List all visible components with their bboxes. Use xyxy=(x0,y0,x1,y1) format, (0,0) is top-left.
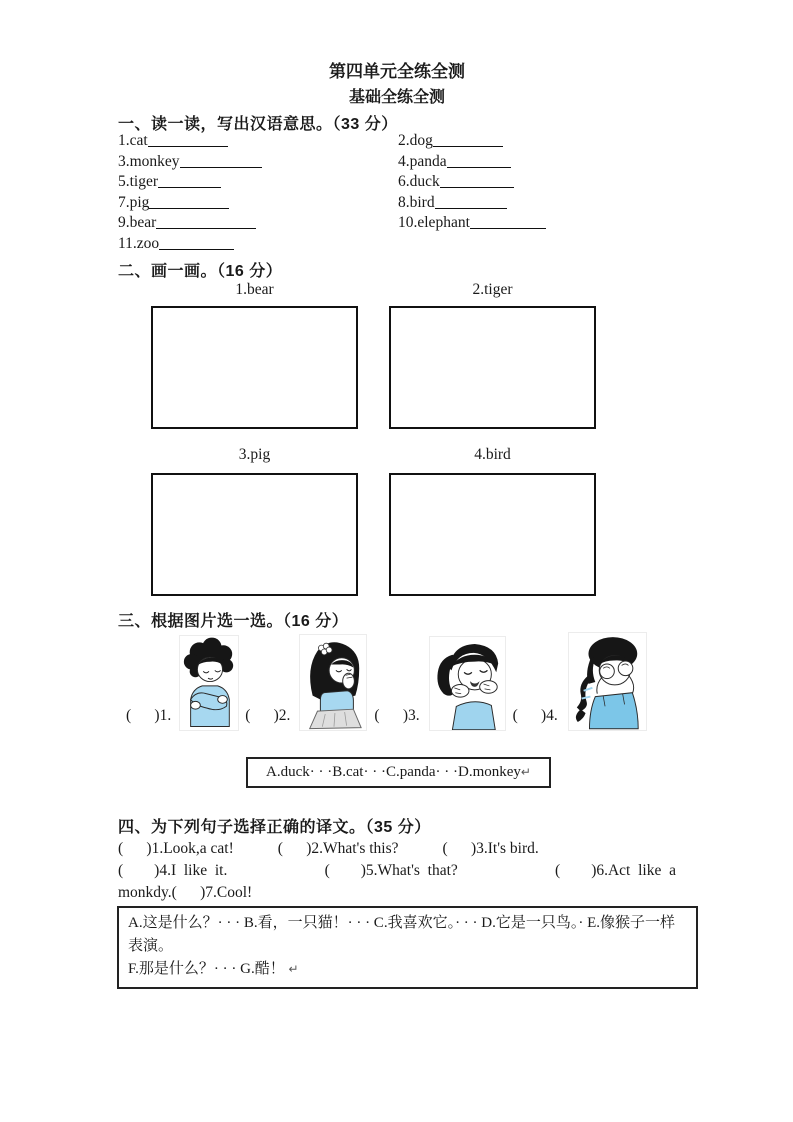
answer-blank[interactable] xyxy=(433,134,503,147)
vocab-word: 10.elephant xyxy=(398,214,470,232)
vocab-item-cat xyxy=(118,132,398,153)
translation-options-line1: A.这是什么？· · · B.看，一只猫！· · · C.我喜欢它。· · · D.它是一只鸟。· E.像猴子一样表演。 xyxy=(128,915,676,954)
vocab-word: 1.cat xyxy=(118,132,148,149)
girl-paw-licking-gesture-image xyxy=(299,634,367,731)
section3-options-text: A.duck· · ·B.cat· · ·C.panda· · ·D.monkey xyxy=(266,764,521,780)
section4-line3 xyxy=(118,882,676,903)
sentence-slot-3[interactable]: ( )3.It's bird. xyxy=(442,840,539,857)
vocab-word: 3.monkey xyxy=(118,152,180,170)
draw-label-pig: 3.pig xyxy=(238,446,271,463)
vocab-item-bird xyxy=(398,194,676,215)
drawing-box-pig[interactable] xyxy=(151,473,358,596)
section1-header: 一、读一读，写出汉语意思。（33 分） xyxy=(118,116,398,133)
answer-slot-3[interactable]: ( )3. xyxy=(374,707,420,724)
vocab-item-zoo xyxy=(118,235,398,256)
vocab-item-elephant xyxy=(398,214,676,235)
draw-label-bear: 1.bear xyxy=(235,281,274,298)
section1-vocab-list xyxy=(118,132,676,256)
vocab-item-duck xyxy=(398,173,676,194)
sentence-slot-4[interactable]: ( )4.I like it. xyxy=(118,862,228,879)
answer-blank[interactable] xyxy=(435,196,507,209)
sentence-slot-5[interactable]: ( )5.What's that? xyxy=(324,862,458,879)
answer-blank[interactable] xyxy=(156,216,256,229)
sentence-slot-2[interactable]: ( )2.What's this? xyxy=(277,840,399,857)
section3-options-box xyxy=(246,757,551,788)
answer-slot-2[interactable]: ( )2. xyxy=(245,707,291,724)
section2-header: 二、画一画。（16 分） xyxy=(118,263,283,280)
vocab-word: 4.panda xyxy=(398,152,447,170)
drawing-box-tiger[interactable] xyxy=(389,306,596,429)
answer-blank[interactable] xyxy=(440,175,514,188)
return-mark-icon: ↵ xyxy=(520,765,531,779)
section4-line2 xyxy=(118,860,676,881)
vocab-word: 11.zoo xyxy=(118,234,160,252)
vocab-item-bear xyxy=(118,214,398,235)
section3-header: 三、根据图片选一选。（16 分） xyxy=(118,613,349,630)
vocab-item-tiger xyxy=(118,173,398,194)
return-mark-icon: ↵ xyxy=(288,962,299,976)
answer-blank[interactable] xyxy=(470,216,546,229)
page-title: 第四单元全练全测 xyxy=(329,62,465,81)
answer-blank[interactable] xyxy=(180,155,262,168)
vocab-item-panda xyxy=(398,153,676,174)
vocab-word: 8.bird xyxy=(398,193,435,211)
vocab-item-monkey xyxy=(118,153,398,174)
section4-line1 xyxy=(118,838,676,859)
sentence-slot-7[interactable]: monkdy.( )7.Cool! xyxy=(118,884,253,901)
answer-blank[interactable] xyxy=(158,175,221,188)
answer-blank[interactable] xyxy=(149,196,229,209)
vocab-word: 9.bear xyxy=(118,214,157,232)
translation-options-text: F.那是什么？· · · G.酷！ xyxy=(128,961,285,977)
translation-options-line2 xyxy=(128,958,687,981)
section3-picture-row xyxy=(126,632,671,731)
vocab-word: 6.duck xyxy=(398,173,440,191)
vocab-item-pig xyxy=(118,194,398,215)
girl-hugging-gesture-image xyxy=(179,635,239,731)
vocab-item-dog xyxy=(398,132,676,153)
page-subtitle: 基础全练全测 xyxy=(348,89,445,106)
draw-label-bird: 4.bird xyxy=(474,446,511,463)
section4-header: 四、为下列句子选择正确的译文。（35 分） xyxy=(118,819,431,836)
vocab-word: 7.pig xyxy=(118,193,150,211)
drawing-box-bear[interactable] xyxy=(151,306,358,429)
drawing-box-bird[interactable] xyxy=(389,473,596,596)
draw-label-tiger: 2.tiger xyxy=(472,281,513,298)
answer-slot-1[interactable]: ( )1. xyxy=(126,707,172,724)
answer-blank[interactable] xyxy=(148,134,228,147)
answer-slot-4[interactable]: ( )4. xyxy=(512,707,558,724)
vocab-word: 2.dog xyxy=(398,132,433,149)
girl-eye-circling-gesture-image xyxy=(568,632,647,731)
answer-blank[interactable] xyxy=(447,155,511,168)
answer-blank[interactable] xyxy=(159,237,234,250)
girl-duck-bill-gesture-image xyxy=(429,636,506,731)
section4-options-box xyxy=(117,906,698,989)
vocab-word: 5.tiger xyxy=(118,173,159,191)
sentence-slot-6[interactable]: ( )6.Act like a xyxy=(555,862,676,879)
sentence-slot-1[interactable]: ( )1.Look,a cat! xyxy=(118,840,234,857)
